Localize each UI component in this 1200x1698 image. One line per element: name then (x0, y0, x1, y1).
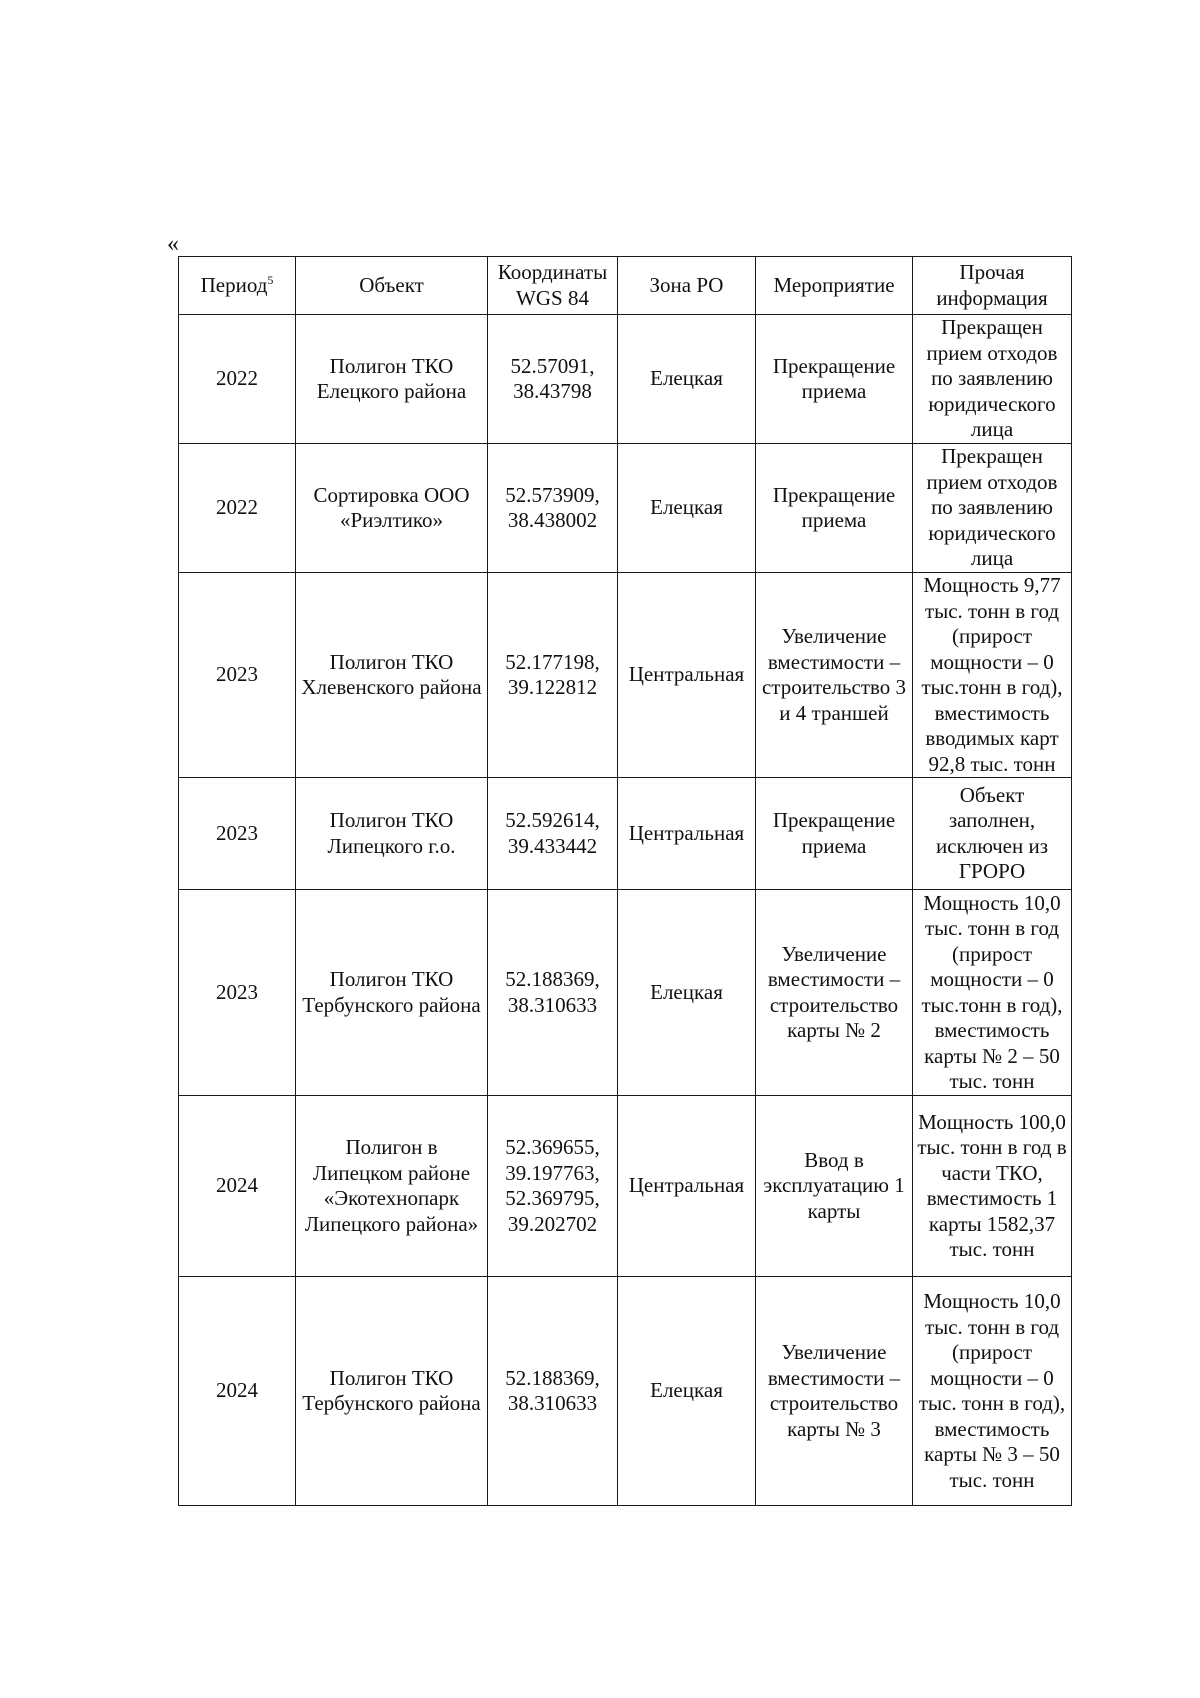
table-row (179, 315, 1072, 444)
cell-zone: Елецкая (618, 890, 756, 1096)
table-row (179, 444, 1072, 573)
cell-period: 2023 (179, 890, 296, 1096)
table-row (179, 1096, 1072, 1277)
header-period: Период$^5$ (179, 257, 296, 315)
cell-object: Сортировка ООО «Риэлтико» (296, 444, 488, 573)
table-row (179, 1277, 1072, 1506)
cell-other-info: Мощность 10,0 тыс. тонн в год (прирост мощности – 0 тыс.тонн в год), вместимость карты № 2 – 50 тыс. тонн (913, 890, 1072, 1096)
cell-other-info: Мощность 9,77 тыс. тонн в год (прирост мощности – 0 тыс.тонн в год), вместимость вводимых карт 92,8 тыс. тонн (913, 573, 1072, 778)
opening-quote-mark: « (167, 231, 179, 257)
cell-coordinates: 52.57091, 38.43798 (488, 315, 618, 444)
cell-coordinates: 52.592614, 39.433442 (488, 778, 618, 890)
cell-measure: Прекращение приема (756, 315, 913, 444)
header-measure: Мероприятие (756, 257, 913, 315)
cell-zone: Елецкая (618, 444, 756, 573)
cell-coordinates: 52.188369, 38.310633 (488, 1277, 618, 1506)
table-header-row (179, 257, 1072, 315)
cell-measure: Ввод в эксплуатацию 1 карты (756, 1096, 913, 1277)
cell-measure: Увеличение вместимости – строительство карты № 2 (756, 890, 913, 1096)
cell-other-info: Объект заполнен, исключен из ГРОРО (913, 778, 1072, 890)
cell-object: Полигон ТКО Елецкого района (296, 315, 488, 444)
cell-zone: Центральная (618, 573, 756, 778)
cell-zone: Центральная (618, 1096, 756, 1277)
header-other-info: Прочая информация (913, 257, 1072, 315)
cell-object: Полигон ТКО Хлевенского района (296, 573, 488, 778)
cell-measure: Увеличение вместимости – строительство карты № 3 (756, 1277, 913, 1506)
cell-measure: Прекращение приема (756, 444, 913, 573)
header-object: Объект (296, 257, 488, 315)
cell-zone: Центральная (618, 778, 756, 890)
footnote-marker: 5 (267, 272, 274, 287)
table-row (179, 573, 1072, 778)
cell-other-info: Прекращен прием отходов по заявлению юридического лица (913, 444, 1072, 573)
cell-object: Полигон ТКО Тербунского района (296, 1277, 488, 1506)
cell-object: Полигон ТКО Тербунского района (296, 890, 488, 1096)
cell-other-info: Прекращен прием отходов по заявлению юридического лица (913, 315, 1072, 444)
cell-other-info: Мощность 10,0 тыс. тонн в год (прирост мощности – 0 тыс. тонн в год), вместимость карты № 3 – 50 тыс. тонн (913, 1277, 1072, 1506)
cell-coordinates: 52.177198, 39.122812 (488, 573, 618, 778)
cell-period: 2024 (179, 1277, 296, 1506)
cell-coordinates: 52.369655, 39.197763, 52.369795, 39.202702 (488, 1096, 618, 1277)
cell-object: Полигон в Липецком районе «Экотехнопарк Липецкого района» (296, 1096, 488, 1277)
cell-measure: Прекращение приема (756, 778, 913, 890)
cell-zone: Елецкая (618, 315, 756, 444)
header-coordinates: Координаты WGS 84 (488, 257, 618, 315)
cell-period: 2023 (179, 573, 296, 778)
cell-period: 2022 (179, 315, 296, 444)
cell-period: 2023 (179, 778, 296, 890)
cell-coordinates: 52.573909, 38.438002 (488, 444, 618, 573)
cell-measure: Увеличение вместимости – строительство 3 и 4 траншей (756, 573, 913, 778)
cell-coordinates: 52.188369, 38.310633 (488, 890, 618, 1096)
cell-zone: Елецкая (618, 1277, 756, 1506)
waste-facilities-table (178, 256, 1072, 1506)
header-zone: Зона РО (618, 257, 756, 315)
cell-object: Полигон ТКО Липецкого г.о. (296, 778, 488, 890)
cell-period: 2022 (179, 444, 296, 573)
table-row (179, 778, 1072, 890)
table-row (179, 890, 1072, 1096)
cell-period: 2024 (179, 1096, 296, 1277)
cell-other-info: Мощность 100,0 тыс. тонн в год в части ТКО, вместимость 1 карты 1582,37 тыс. тонн (913, 1096, 1072, 1277)
